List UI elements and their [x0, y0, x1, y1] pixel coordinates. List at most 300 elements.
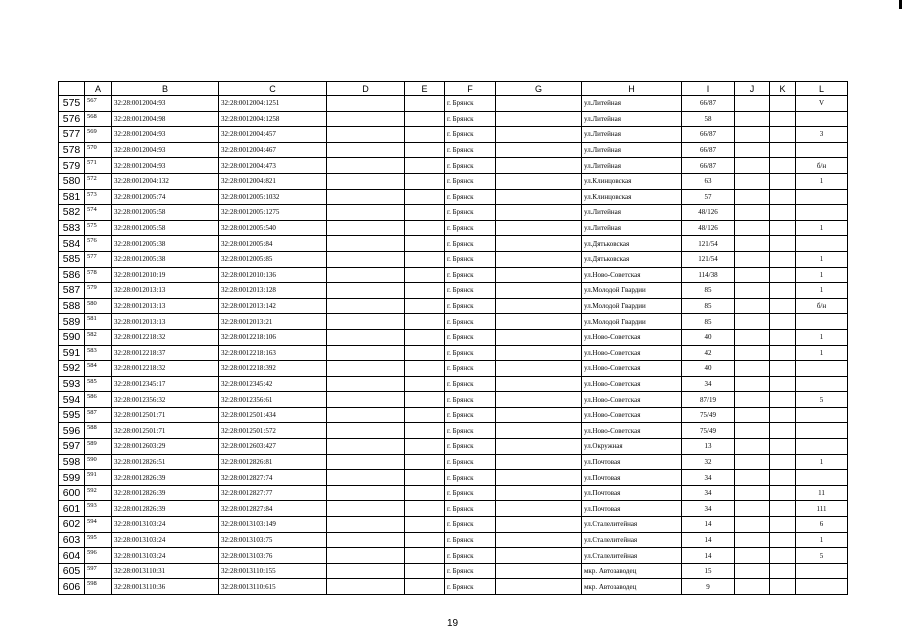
cell-i: 75/49: [682, 423, 735, 439]
cell-h: ул.Почтовая: [582, 501, 682, 517]
cell-a: 592: [85, 485, 112, 501]
cell-j: [735, 407, 770, 423]
table-row: [59, 236, 848, 252]
table-row: [59, 501, 848, 517]
cell-k: [770, 470, 796, 486]
cell-e: [405, 173, 445, 189]
cell-g: [496, 158, 582, 174]
cell-i: 34: [682, 485, 735, 501]
cell-h: ул.Ново-Советская: [582, 392, 682, 408]
cell-e: [405, 423, 445, 439]
cell-e: [405, 205, 445, 221]
row-number: 592: [59, 361, 85, 377]
cell-g: [496, 501, 582, 517]
cell-l: 1: [796, 267, 848, 283]
cell-j: [735, 236, 770, 252]
cell-c: 32:28:0012004:473: [219, 158, 327, 174]
cell-c: 32:28:0012013:21: [219, 314, 327, 330]
cell-f: г. Брянск: [445, 220, 496, 236]
cell-f: г. Брянск: [445, 142, 496, 158]
table-row: [59, 267, 848, 283]
cell-l: [796, 470, 848, 486]
table-row: [59, 470, 848, 486]
cell-h: ул.Литейная: [582, 96, 682, 112]
cell-i: 58: [682, 111, 735, 127]
cell-l: 5: [796, 548, 848, 564]
cell-i: 14: [682, 532, 735, 548]
cell-g: [496, 361, 582, 377]
cell-a: 595: [85, 532, 112, 548]
cell-h: ул.Литейная: [582, 205, 682, 221]
cell-b: 32:28:0012218:32: [112, 361, 219, 377]
cell-e: [405, 96, 445, 112]
cell-g: [496, 454, 582, 470]
cell-i: 34: [682, 501, 735, 517]
cell-b: 32:28:0012013:13: [112, 298, 219, 314]
cell-b: 32:28:0012356:32: [112, 392, 219, 408]
cell-h: мкр. Автозаводец: [582, 579, 682, 595]
cell-d: [327, 548, 405, 564]
table-row: [59, 205, 848, 221]
row-number: 593: [59, 376, 85, 392]
table-row: [59, 485, 848, 501]
cell-l: [796, 579, 848, 595]
cell-j: [735, 579, 770, 595]
column-header-l: L: [796, 82, 848, 96]
cell-i: 57: [682, 189, 735, 205]
column-header-a: A: [85, 82, 112, 96]
scan-edge-mark: [899, 0, 902, 9]
cell-c: 32:28:0013103:76: [219, 548, 327, 564]
cell-g: [496, 267, 582, 283]
row-number: 575: [59, 96, 85, 112]
cell-d: [327, 267, 405, 283]
cell-j: [735, 470, 770, 486]
row-number: 606: [59, 579, 85, 595]
cell-i: 66/87: [682, 96, 735, 112]
cell-j: [735, 111, 770, 127]
cell-b: 32:28:0012005:38: [112, 251, 219, 267]
cell-i: 40: [682, 329, 735, 345]
cell-a: 579: [85, 283, 112, 299]
cell-h: мкр. Автозаводец: [582, 563, 682, 579]
cell-e: [405, 189, 445, 205]
cell-b: 32:28:0012010:19: [112, 267, 219, 283]
column-header-h: H: [582, 82, 682, 96]
cell-h: ул.Сталелитейная: [582, 517, 682, 533]
cell-i: 13: [682, 439, 735, 455]
row-number: 587: [59, 283, 85, 299]
cell-e: [405, 251, 445, 267]
cell-b: 32:28:0013110:31: [112, 563, 219, 579]
cell-l: [796, 205, 848, 221]
row-number: 590: [59, 329, 85, 345]
cell-a: 576: [85, 236, 112, 252]
cell-d: [327, 329, 405, 345]
cell-k: [770, 96, 796, 112]
cell-c: 32:28:0012218:392: [219, 361, 327, 377]
cell-b: 32:28:0012005:38: [112, 236, 219, 252]
cell-j: [735, 267, 770, 283]
cell-g: [496, 189, 582, 205]
cell-f: г. Брянск: [445, 345, 496, 361]
column-header-d: D: [327, 82, 405, 96]
cell-g: [496, 96, 582, 112]
row-number: 594: [59, 392, 85, 408]
cell-j: [735, 158, 770, 174]
cell-a: 577: [85, 251, 112, 267]
table-row: [59, 96, 848, 112]
table-row: [59, 283, 848, 299]
cell-d: [327, 439, 405, 455]
cell-c: 32:28:0012010:136: [219, 267, 327, 283]
cell-k: [770, 407, 796, 423]
cell-a: 597: [85, 563, 112, 579]
cell-d: [327, 407, 405, 423]
cell-a: 571: [85, 158, 112, 174]
table-row: [59, 329, 848, 345]
cell-c: 32:28:0012004:821: [219, 173, 327, 189]
row-number: 599: [59, 470, 85, 486]
cell-c: 32:28:0012501:434: [219, 407, 327, 423]
cell-l: [796, 236, 848, 252]
cell-c: 32:28:0012005:1275: [219, 205, 327, 221]
cell-e: [405, 361, 445, 377]
cell-l: 1: [796, 283, 848, 299]
cell-j: [735, 189, 770, 205]
column-header-e: E: [405, 82, 445, 96]
cell-i: 9: [682, 579, 735, 595]
cell-d: [327, 361, 405, 377]
cell-d: [327, 205, 405, 221]
cell-k: [770, 127, 796, 143]
cell-a: 580: [85, 298, 112, 314]
cell-k: [770, 142, 796, 158]
cell-a: 587: [85, 407, 112, 423]
cell-h: ул.Литейная: [582, 111, 682, 127]
column-header-g: G: [496, 82, 582, 96]
cell-i: 48/126: [682, 205, 735, 221]
cell-g: [496, 423, 582, 439]
row-number: 603: [59, 532, 85, 548]
cell-i: 114/38: [682, 267, 735, 283]
cell-a: 569: [85, 127, 112, 143]
cell-e: [405, 345, 445, 361]
cell-b: 32:28:0012013:13: [112, 283, 219, 299]
cell-b: 32:28:0013103:24: [112, 548, 219, 564]
table-row: [59, 314, 848, 330]
row-number: 602: [59, 517, 85, 533]
cell-e: [405, 127, 445, 143]
cell-b: 32:28:0012501:71: [112, 407, 219, 423]
cell-g: [496, 205, 582, 221]
row-number: 598: [59, 454, 85, 470]
cell-j: [735, 361, 770, 377]
row-number: 583: [59, 220, 85, 236]
cell-f: г. Брянск: [445, 127, 496, 143]
cell-a: 585: [85, 376, 112, 392]
row-number: 596: [59, 423, 85, 439]
cell-f: г. Брянск: [445, 251, 496, 267]
cell-i: 63: [682, 173, 735, 189]
column-header-f: F: [445, 82, 496, 96]
cell-k: [770, 376, 796, 392]
cell-l: [796, 376, 848, 392]
column-header-b: B: [112, 82, 219, 96]
cell-f: г. Брянск: [445, 236, 496, 252]
cell-a: 588: [85, 423, 112, 439]
cell-g: [496, 220, 582, 236]
cell-b: 32:28:0012826:51: [112, 454, 219, 470]
cell-e: [405, 532, 445, 548]
cell-f: г. Брянск: [445, 501, 496, 517]
cell-d: [327, 579, 405, 595]
cell-l: 111: [796, 501, 848, 517]
cell-f: г. Брянск: [445, 189, 496, 205]
cell-j: [735, 454, 770, 470]
cell-i: 85: [682, 298, 735, 314]
cell-g: [496, 111, 582, 127]
table-row: [59, 454, 848, 470]
cell-b: 32:28:0012004:93: [112, 96, 219, 112]
page-number: 19: [446, 618, 459, 629]
cell-l: [796, 407, 848, 423]
cell-l: [796, 314, 848, 330]
row-number: 600: [59, 485, 85, 501]
table-row: [59, 189, 848, 205]
cell-d: [327, 173, 405, 189]
cell-e: [405, 407, 445, 423]
cell-e: [405, 283, 445, 299]
cell-h: ул.Окружная: [582, 439, 682, 455]
cell-g: [496, 283, 582, 299]
cell-h: ул.Ново-Советская: [582, 361, 682, 377]
cell-g: [496, 470, 582, 486]
cell-j: [735, 96, 770, 112]
cell-l: 3: [796, 127, 848, 143]
cell-c: 32:28:0012218:163: [219, 345, 327, 361]
cell-h: ул.Ново-Советская: [582, 267, 682, 283]
cell-i: 66/87: [682, 127, 735, 143]
cell-h: ул.Ново-Советская: [582, 423, 682, 439]
cell-c: 32:28:0012826:81: [219, 454, 327, 470]
corner-cell: [59, 82, 85, 96]
cell-c: 32:28:0012827:84: [219, 501, 327, 517]
cell-g: [496, 548, 582, 564]
cell-b: 32:28:0012004:93: [112, 158, 219, 174]
cell-f: г. Брянск: [445, 111, 496, 127]
cell-b: 32:28:0012826:39: [112, 501, 219, 517]
cell-i: 15: [682, 563, 735, 579]
cell-c: 32:28:0012005:85: [219, 251, 327, 267]
cell-a: 583: [85, 345, 112, 361]
cell-h: ул.Клинцовская: [582, 189, 682, 205]
table-row: [59, 548, 848, 564]
cell-j: [735, 392, 770, 408]
row-number: 589: [59, 314, 85, 330]
cell-g: [496, 563, 582, 579]
cell-k: [770, 298, 796, 314]
cell-h: ул.Ново-Советская: [582, 329, 682, 345]
cell-h: ул.Дятьковская: [582, 236, 682, 252]
cell-l: 1: [796, 220, 848, 236]
cell-g: [496, 127, 582, 143]
cell-g: [496, 236, 582, 252]
cell-i: 75/49: [682, 407, 735, 423]
column-header-i: I: [682, 82, 735, 96]
cell-a: 598: [85, 579, 112, 595]
cell-b: 32:28:0012004:132: [112, 173, 219, 189]
cell-k: [770, 548, 796, 564]
cell-g: [496, 298, 582, 314]
cell-g: [496, 407, 582, 423]
cell-b: 32:28:0013103:24: [112, 532, 219, 548]
cell-b: 32:28:0012005:58: [112, 205, 219, 221]
cell-a: 570: [85, 142, 112, 158]
cell-a: 574: [85, 205, 112, 221]
cell-c: 32:28:0012013:142: [219, 298, 327, 314]
cell-g: [496, 376, 582, 392]
cell-k: [770, 439, 796, 455]
cell-j: [735, 251, 770, 267]
cell-i: 40: [682, 361, 735, 377]
cell-j: [735, 283, 770, 299]
cell-e: [405, 470, 445, 486]
cell-c: 32:28:0012004:1251: [219, 96, 327, 112]
cell-g: [496, 345, 582, 361]
cell-g: [496, 251, 582, 267]
cell-d: [327, 283, 405, 299]
cell-d: [327, 298, 405, 314]
cell-k: [770, 345, 796, 361]
row-number: 579: [59, 158, 85, 174]
cell-h: ул.Ново-Советская: [582, 376, 682, 392]
cell-h: ул.Дятьковская: [582, 251, 682, 267]
row-number: 605: [59, 563, 85, 579]
cell-c: 32:28:0012501:572: [219, 423, 327, 439]
cell-l: 6: [796, 517, 848, 533]
cell-e: [405, 563, 445, 579]
cell-d: [327, 376, 405, 392]
table-row: [59, 392, 848, 408]
cell-c: 32:28:0013110:155: [219, 563, 327, 579]
cell-k: [770, 314, 796, 330]
cell-g: [496, 392, 582, 408]
cell-k: [770, 361, 796, 377]
cell-h: ул.Литейная: [582, 142, 682, 158]
cell-c: 32:28:0012827:74: [219, 470, 327, 486]
cell-j: [735, 329, 770, 345]
cell-l: 1: [796, 454, 848, 470]
cell-f: г. Брянск: [445, 361, 496, 377]
cell-l: б/н: [796, 158, 848, 174]
cell-j: [735, 142, 770, 158]
cell-a: 584: [85, 361, 112, 377]
cell-f: г. Брянск: [445, 267, 496, 283]
column-header-c: C: [219, 82, 327, 96]
cell-e: [405, 314, 445, 330]
cell-k: [770, 532, 796, 548]
table-row: [59, 158, 848, 174]
cell-j: [735, 127, 770, 143]
cell-e: [405, 392, 445, 408]
table-row: [59, 439, 848, 455]
cell-i: 66/87: [682, 158, 735, 174]
cell-k: [770, 189, 796, 205]
cell-l: [796, 361, 848, 377]
cell-a: 581: [85, 314, 112, 330]
cell-c: 32:28:0012827:77: [219, 485, 327, 501]
cell-c: 32:28:0012005:84: [219, 236, 327, 252]
cell-e: [405, 485, 445, 501]
cell-f: г. Брянск: [445, 173, 496, 189]
cell-b: 32:28:0012603:29: [112, 439, 219, 455]
row-number: 604: [59, 548, 85, 564]
cell-c: 32:28:0012004:467: [219, 142, 327, 158]
cell-k: [770, 236, 796, 252]
cell-d: [327, 220, 405, 236]
cell-e: [405, 267, 445, 283]
cell-l: б/н: [796, 298, 848, 314]
cell-i: 42: [682, 345, 735, 361]
column-header-row: [59, 82, 848, 96]
cell-e: [405, 376, 445, 392]
cell-a: 591: [85, 470, 112, 486]
table-row: [59, 142, 848, 158]
row-number: 582: [59, 205, 85, 221]
cell-i: 87/19: [682, 392, 735, 408]
cell-j: [735, 423, 770, 439]
cell-g: [496, 485, 582, 501]
cell-h: ул.Ново-Советская: [582, 345, 682, 361]
table-row: [59, 517, 848, 533]
cell-g: [496, 517, 582, 533]
cell-i: 121/54: [682, 251, 735, 267]
cell-k: [770, 111, 796, 127]
cell-j: [735, 376, 770, 392]
cell-h: ул.Почтовая: [582, 454, 682, 470]
cell-g: [496, 173, 582, 189]
row-number: 581: [59, 189, 85, 205]
cell-a: 573: [85, 189, 112, 205]
cell-b: 32:28:0012005:74: [112, 189, 219, 205]
cell-d: [327, 532, 405, 548]
cell-a: 567: [85, 96, 112, 112]
cell-f: г. Брянск: [445, 205, 496, 221]
cell-b: 32:28:0012826:39: [112, 470, 219, 486]
cell-d: [327, 345, 405, 361]
cell-j: [735, 548, 770, 564]
cell-k: [770, 251, 796, 267]
cell-i: 85: [682, 314, 735, 330]
row-number: 597: [59, 439, 85, 455]
cell-b: 32:28:0012004:93: [112, 142, 219, 158]
table-row: [59, 361, 848, 377]
cell-e: [405, 158, 445, 174]
cell-h: ул.Литейная: [582, 220, 682, 236]
cell-e: [405, 236, 445, 252]
cell-b: 32:28:0012345:17: [112, 376, 219, 392]
column-header-k: K: [770, 82, 796, 96]
cell-k: [770, 454, 796, 470]
cell-a: 586: [85, 392, 112, 408]
cell-j: [735, 563, 770, 579]
cell-l: 1: [796, 329, 848, 345]
cell-d: [327, 142, 405, 158]
cell-d: [327, 236, 405, 252]
cell-k: [770, 563, 796, 579]
cell-i: 32: [682, 454, 735, 470]
